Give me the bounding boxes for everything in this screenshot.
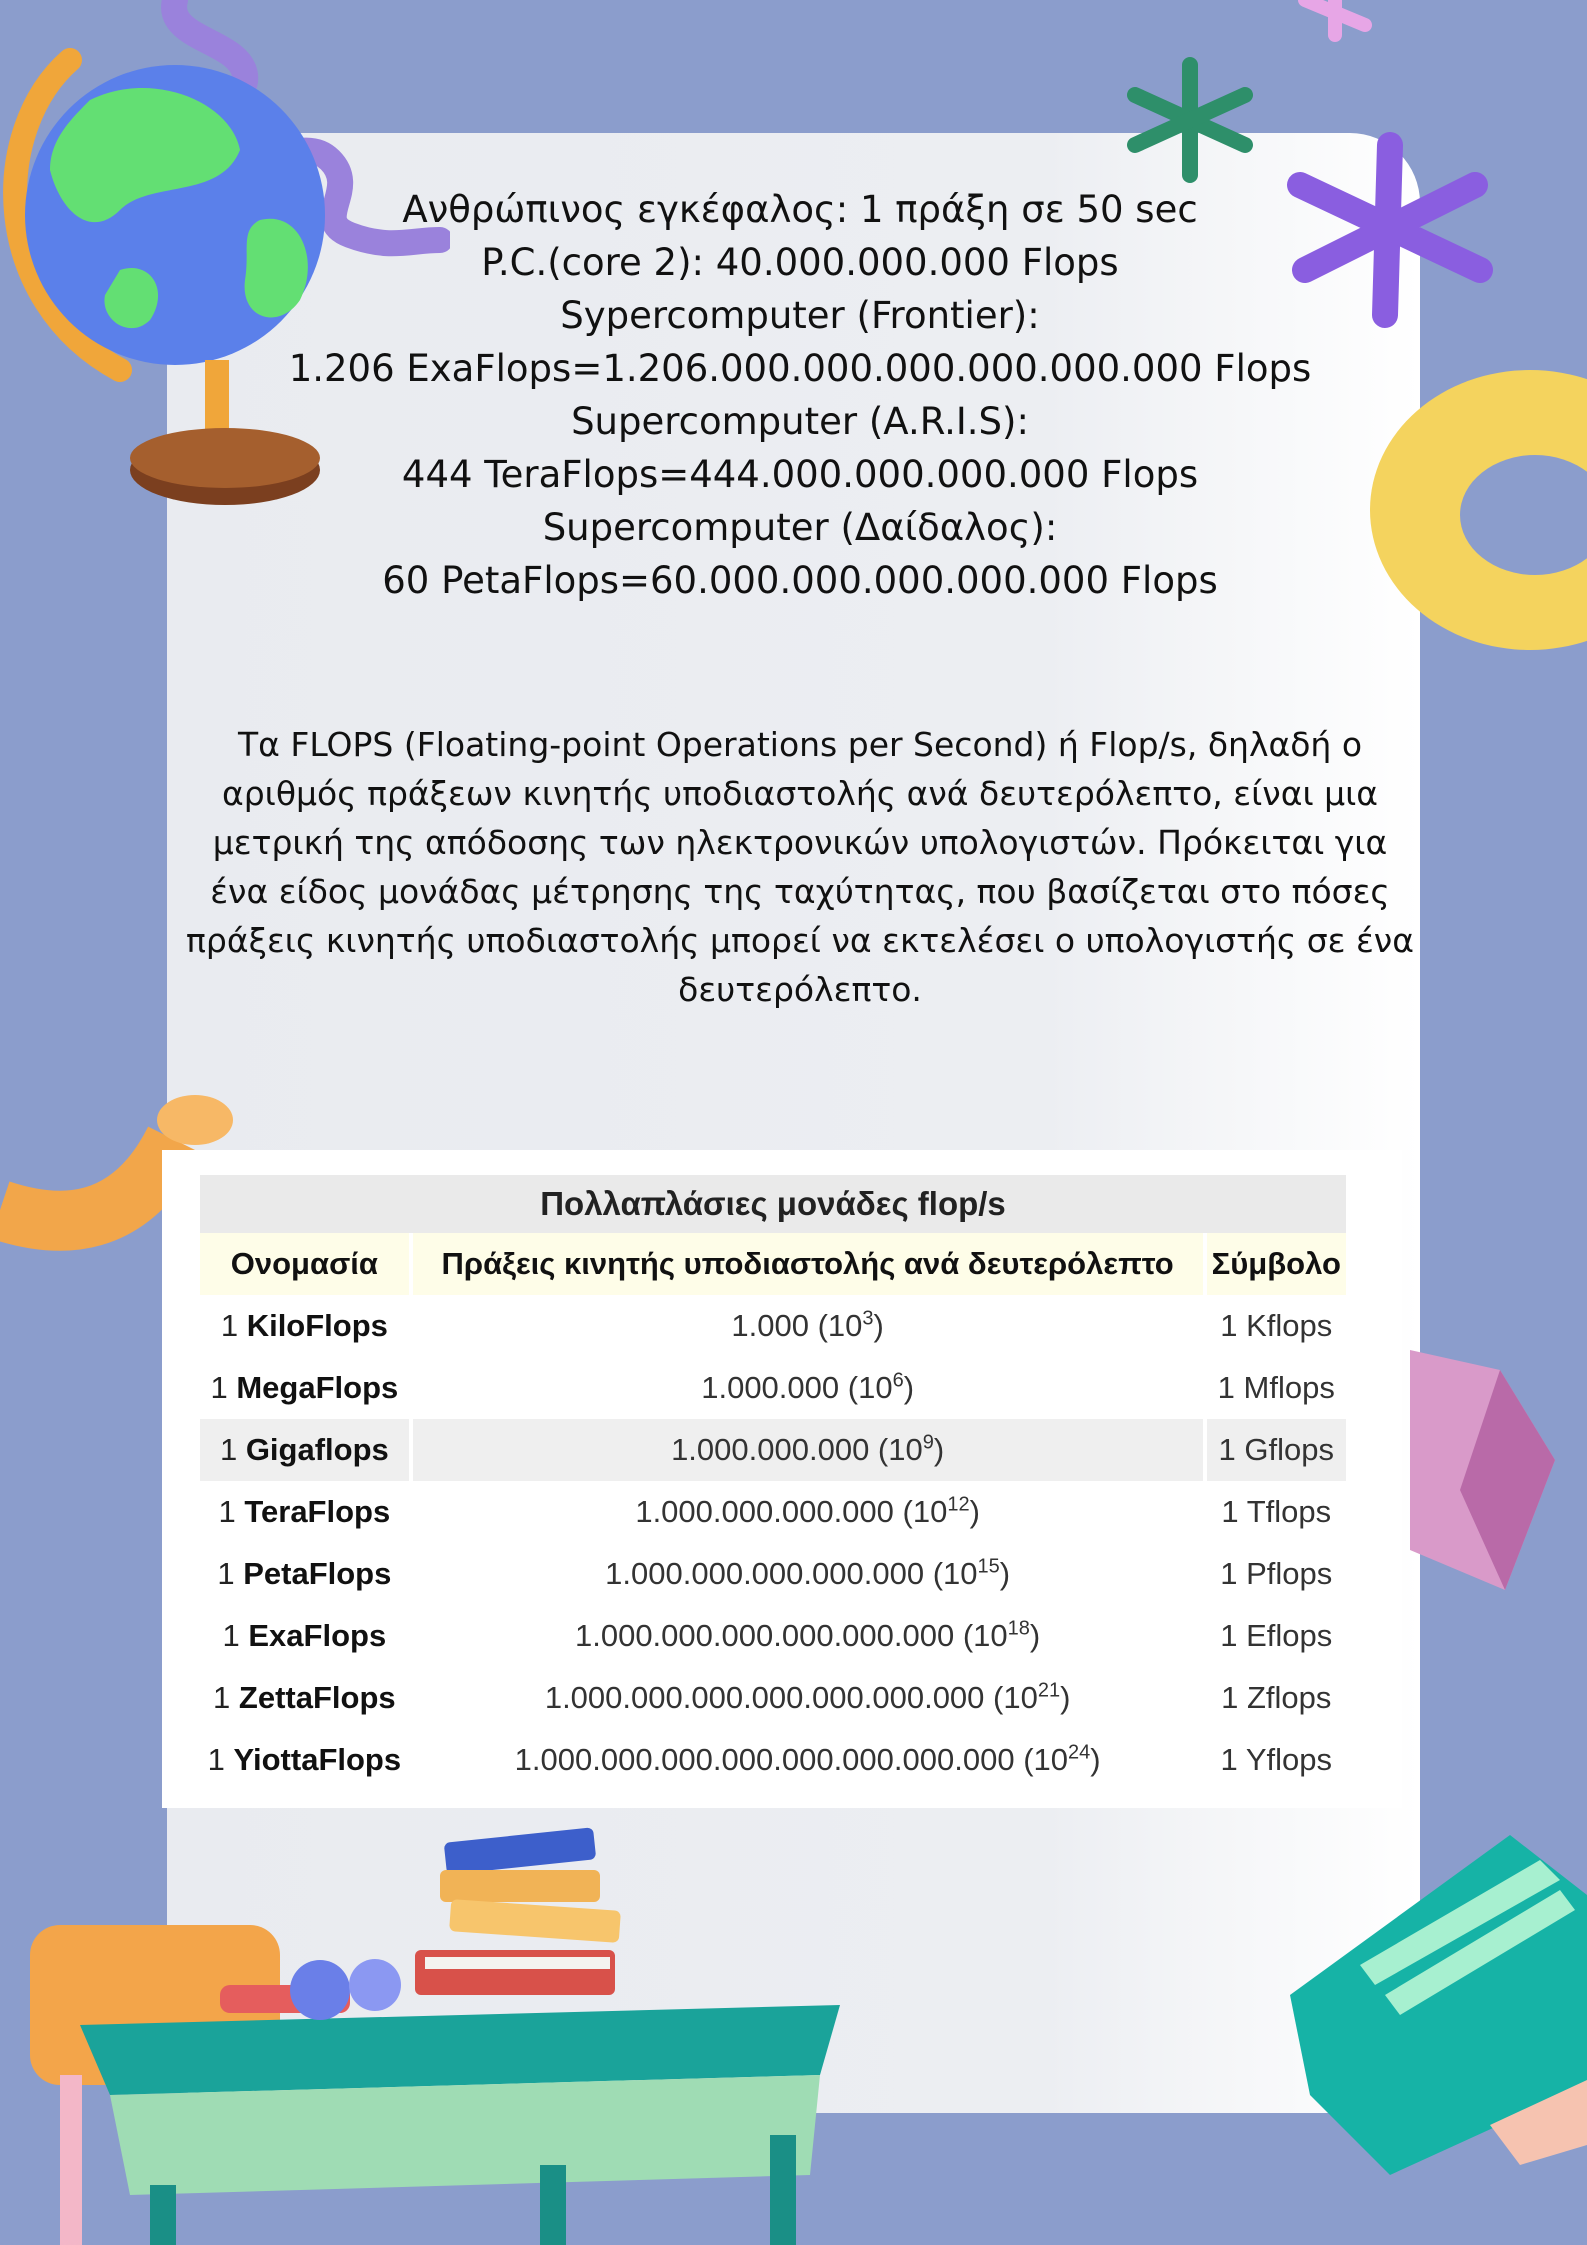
table-row (200, 1357, 1346, 1419)
unit-name: 1 ZettaFlops (213, 1680, 396, 1715)
stats-line: Supercomputer (Δαίδαλος): (542, 506, 1058, 549)
column-header-operations: Πράξεις κινητής υποδιαστολής ανά δευτερόλεπτο (413, 1233, 1203, 1295)
unit-value: 1.000.000.000.000.000.000 $(10^{18})$ (574, 1617, 1041, 1653)
stats-line: 60 PetaFlops=60.000.000.000.000.000 Flops (382, 559, 1218, 602)
star-shape (1290, 0, 1380, 45)
table-row (200, 1605, 1346, 1667)
unit-symbol: 1 Yflops (1220, 1742, 1332, 1777)
stats-block (180, 183, 1420, 607)
unit-value: 1.000.000.000.000.000.000.000 $(10^{21})$ (544, 1679, 1071, 1715)
unit-symbol: 1 Gflops (1207, 1419, 1346, 1481)
stats-line: Supercomputer (A.R.I.S): (571, 400, 1029, 443)
unit-name: 1 MegaFlops (210, 1370, 399, 1405)
table-row (200, 1729, 1346, 1791)
unit-name: 1 Gigaflops (200, 1419, 409, 1481)
unit-name: 1 TeraFlops (218, 1494, 391, 1529)
unit-symbol: 1 Kflops (1220, 1308, 1333, 1343)
unit-name: 1 ExaFlops (222, 1618, 387, 1653)
unit-name: 1 YiottaFlops (207, 1742, 402, 1777)
unit-value: 1.000.000.000.000.000 $(10^{15})$ (605, 1555, 1011, 1591)
unit-symbol: 1 Tflops (1221, 1494, 1332, 1529)
table-row (200, 1667, 1346, 1729)
unit-value: 1.000.000.000 $(10^9)$ (413, 1419, 1203, 1481)
unit-value: 1.000.000.000.000 $(10^{12})$ (635, 1493, 980, 1529)
stats-line: Sypercomputer (Frontier): (560, 294, 1040, 337)
stats-line: Ανθρώπινος εγκέφαλος: 1 πράξη σε 50 sec (402, 188, 1198, 231)
unit-symbol: 1 Eflops (1220, 1618, 1333, 1653)
unit-symbol: 1 Mflops (1217, 1370, 1335, 1405)
cube-shape (1400, 1350, 1560, 1610)
unit-value: 1.000 $(10^3)$ (731, 1307, 884, 1343)
book-shape (1290, 1835, 1587, 2175)
stats-line: P.C.(core 2): 40.000.000.000 Flops (481, 241, 1119, 284)
stats-line: 444 TeraFlops=444.000.000.000.000 Flops (401, 453, 1199, 496)
table-row (200, 1295, 1346, 1357)
unit-symbol: 1 Pflops (1220, 1556, 1333, 1591)
flops-units-table (196, 1175, 1350, 1791)
unit-symbol: 1 Zflops (1221, 1680, 1332, 1715)
unit-value: 1.000.000.000.000.000.000.000.000 $(10^{24})$ (514, 1741, 1101, 1777)
desk-illustration (20, 1905, 860, 2245)
table-row (200, 1481, 1346, 1543)
column-header-name: Ονομασία (200, 1233, 409, 1295)
flops-description: Τα FLOPS (Floating-point Operations per Second) ή Flop/s, δηλαδή ο αριθμός πράξεων κινητής υποδιαστολής ανά δευτερόλεπτο, είναι μια μετρική της απόδοσης των ηλεκτρονικών υπολογιστών. Πρόκειται για ένα είδος μονάδας μέτρησης της ταχύτητας, που βασίζεται στο πόσες πράξεις κινητής υποδιαστολής μπορεί να εκτελέσει ο υπολογιστής σε ένα δευτερόλεπτο. (186, 725, 1414, 1009)
unit-value: 1.000.000 $(10^6)$ (701, 1369, 915, 1405)
column-header-symbol: Σύμβολο (1207, 1233, 1346, 1295)
unit-name: 1 PetaFlops (217, 1556, 392, 1591)
table-row (200, 1419, 1346, 1481)
star-shape (1120, 55, 1260, 185)
table-caption: Πολλαπλάσιες μονάδες flop/s (200, 1175, 1346, 1233)
unit-name: 1 KiloFlops (220, 1308, 388, 1343)
stats-line: 1.206 ExaFlops=1.206.000.000.000.000.000.000 Flops (288, 347, 1312, 390)
table-row (200, 1543, 1346, 1605)
